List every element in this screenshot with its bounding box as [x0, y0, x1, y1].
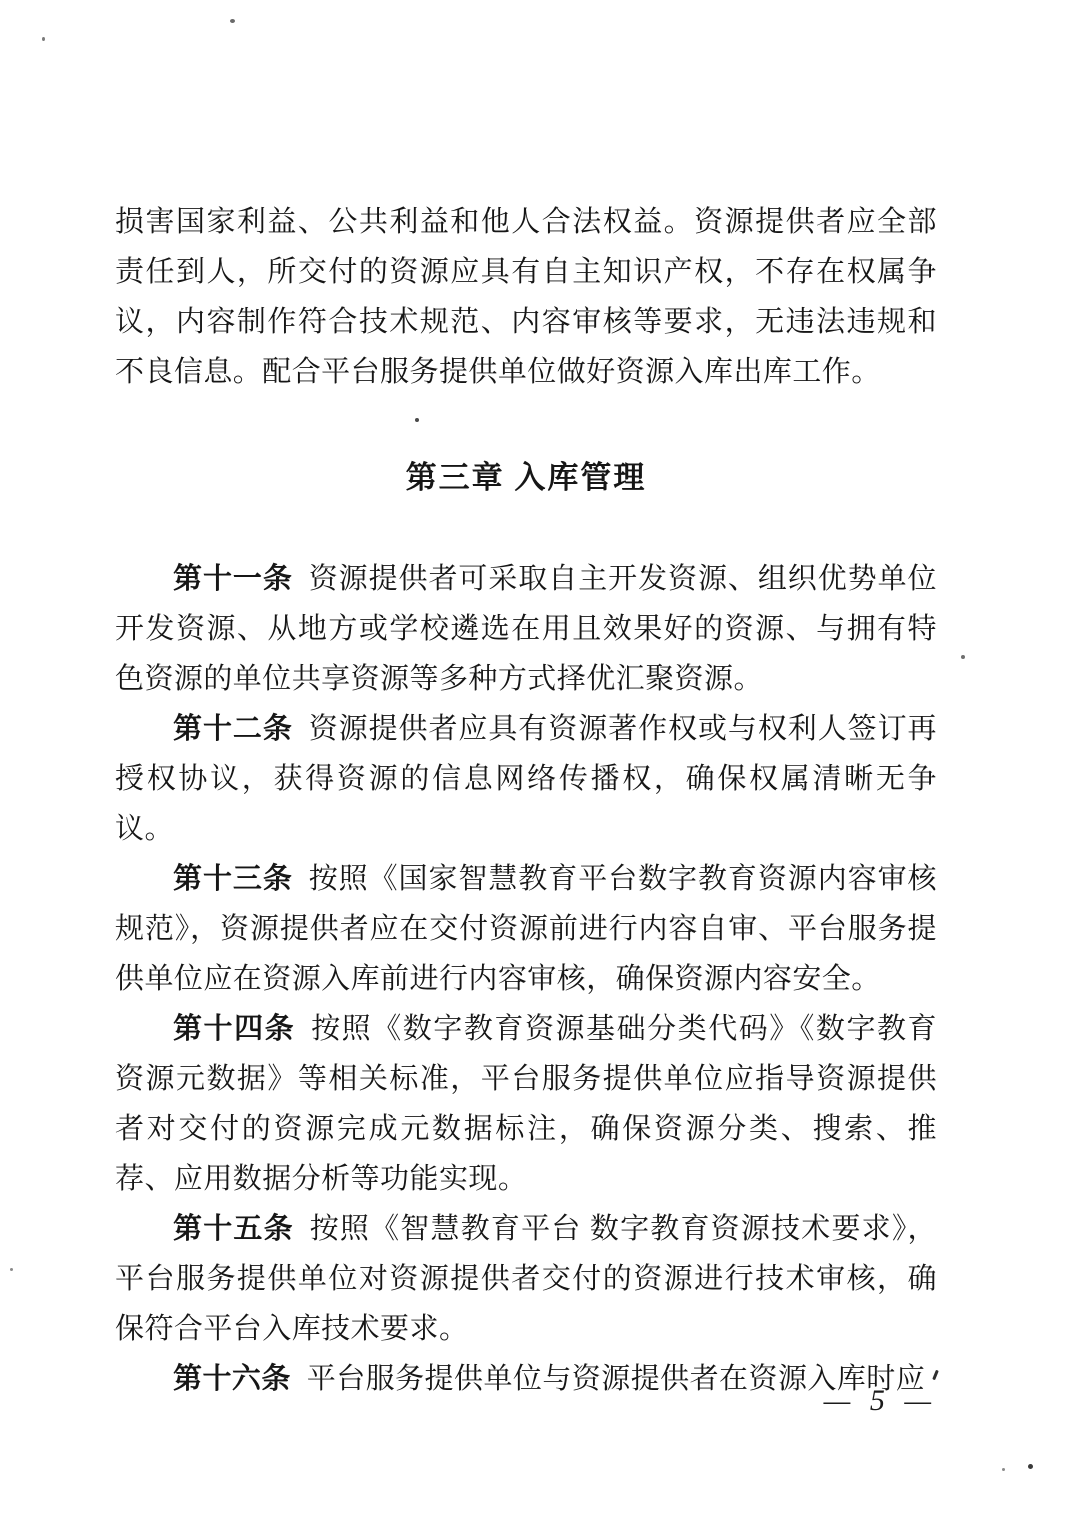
article-11-text: 资源提供者可采取自主开发资源、组织优势单位开发资源、从地方或学校遴选在用且效果好的资源、与拥有特色资源的单位共享资源等多种方式择优汇聚资源。 — [115, 563, 938, 695]
article-14-text: 按照《数字教育资源基础分类代码》《数字教育资源元数据》等相关标准，平台服务提供单位应指导资源提供者对交付的资源完成元数据标注，确保资源分类、搜索、推荐、应用数据分析等功能实现。 — [115, 1013, 937, 1195]
noise-speck — [1002, 1468, 1005, 1471]
article-12 — [115, 704, 937, 854]
noise-speck — [230, 19, 235, 23]
paragraph-continuation: 损害国家利益、公共利益和他人合法权益。资源提供者应全部责任到人，所交付的资源应具有自主知识产权，不存在权属争议，内容制作符合技术规范、内容审核等要求，无违法违规和不良信息。配合平台服务提供单位做好资源入库出库工作。 — [115, 206, 937, 388]
page-number: — 5 — — [823, 1384, 937, 1417]
noise-speck — [10, 1268, 13, 1271]
noise-speck — [961, 655, 965, 659]
article-16-text: 平台服务提供单位与资源提供者在资源入库时应 — [306, 1363, 926, 1395]
article-11-label: 第十一条 — [173, 563, 293, 595]
article-14-label: 第十四条 — [173, 1013, 296, 1045]
article-11 — [115, 554, 937, 704]
article-15-label: 第十五条 — [173, 1213, 294, 1245]
article-13 — [115, 854, 937, 1004]
article-12-label: 第十二条 — [173, 713, 293, 745]
noise-speck — [415, 418, 419, 422]
chapter-heading: 第三章 入库管理 — [405, 460, 647, 495]
article-14 — [115, 1004, 937, 1204]
article-16 — [115, 1354, 937, 1404]
noise-speck — [42, 37, 45, 41]
article-13-label: 第十三条 — [173, 863, 293, 895]
noise-speck — [1028, 1464, 1033, 1469]
article-12-text: 资源提供者应具有资源著作权或与权利人签订再授权协议，获得资源的信息网络传播权，确保权属清晰无争议。 — [115, 713, 938, 845]
article-13-text: 按照《国家智慧教育平台数字教育资源内容审核规范》，资源提供者应在交付资源前进行内容自审、平台服务提供单位应在资源入库前进行内容审核，确保资源内容安全。 — [115, 863, 938, 995]
article-15 — [115, 1204, 937, 1354]
article-15-text: 按照《智慧教育平台 数字教育资源技术要求》，平台服务提供单位对资源提供者交付的资源进行技术审核，确保符合平台入库技术要求。 — [115, 1213, 937, 1345]
article-16-label: 第十六条 — [173, 1363, 291, 1395]
